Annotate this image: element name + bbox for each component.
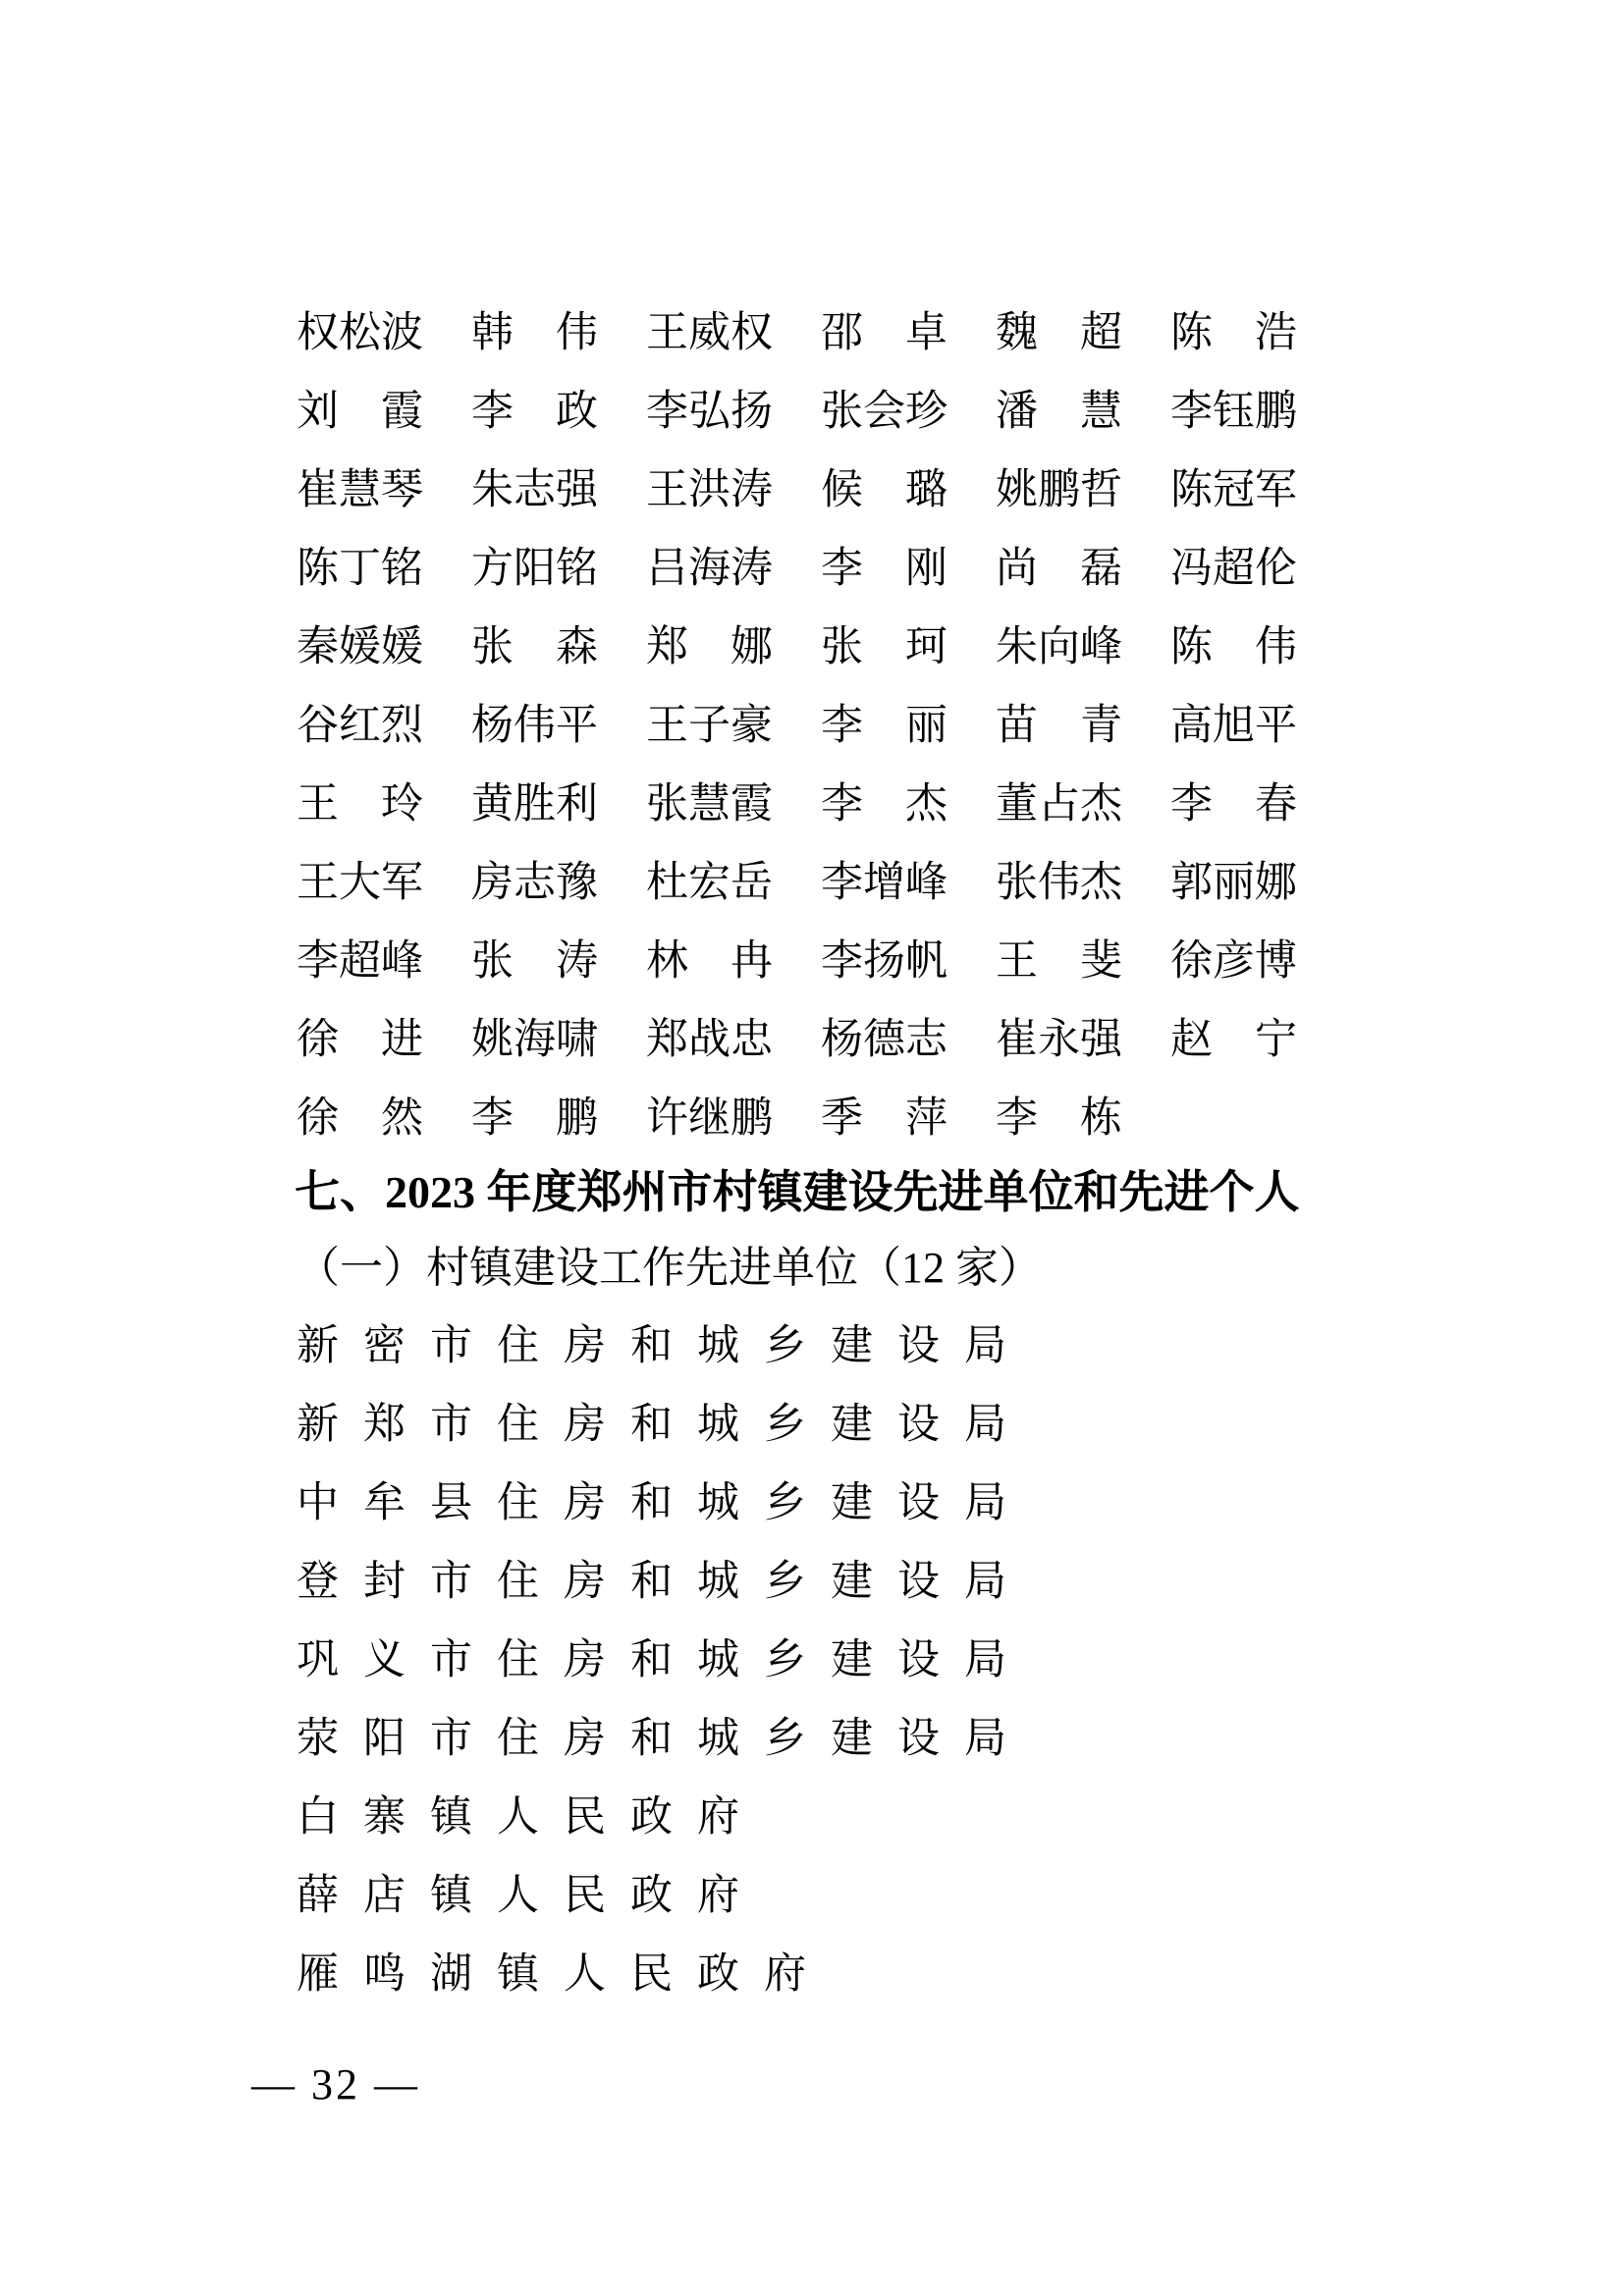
subsection-heading: （一）村镇建设工作先进单位（12 家） (297, 1244, 1042, 1292)
name: 李超峰 (297, 938, 423, 985)
unit-list (297, 1308, 1031, 2014)
name: 张伟杰 (996, 860, 1122, 906)
unit-item: 新密市住房和城乡建设局 (297, 1323, 1031, 1369)
unit-item: 巩义市住房和城乡建设局 (297, 1637, 1031, 1683)
name: 王洪涛 (646, 467, 773, 513)
name: 王大军 (297, 860, 423, 906)
name: 郑战忠 (646, 1017, 773, 1063)
name: 郑 娜 (646, 624, 773, 670)
unit-item: 中牟县住房和城乡建设局 (297, 1480, 1031, 1526)
name: 张 森 (471, 624, 598, 670)
name: 谷红烈 (297, 703, 423, 749)
name: 徐彦博 (1170, 938, 1297, 985)
name-row (297, 1001, 1300, 1080)
unit-item: 荥阳市住房和城乡建设局 (297, 1716, 1031, 1762)
name: 李 春 (1170, 781, 1297, 828)
name: 徐 进 (297, 1017, 423, 1063)
name-row (297, 687, 1300, 766)
name: 姚海啸 (471, 1017, 598, 1063)
name: 张 珂 (821, 624, 947, 670)
name: 王子豪 (646, 703, 773, 749)
name: 张会珍 (821, 389, 947, 435)
name: 李 丽 (821, 703, 947, 749)
name: 刘 霞 (297, 389, 423, 435)
name: 王 玲 (297, 781, 423, 828)
name: 张 涛 (471, 938, 598, 985)
name: 黄胜利 (471, 781, 598, 828)
name: 陈 浩 (1170, 310, 1297, 356)
name: 候 璐 (821, 467, 947, 513)
name: 陈 伟 (1170, 624, 1297, 670)
name: 崔慧琴 (297, 467, 423, 513)
name: 魏 超 (996, 310, 1122, 356)
unit-item: 白寨镇人民政府 (297, 1794, 764, 1841)
name: 王威权 (646, 310, 773, 356)
name: 姚鹏哲 (996, 467, 1122, 513)
name: 杨伟平 (471, 703, 598, 749)
name: 林 冉 (646, 938, 773, 985)
name: 杨德志 (821, 1017, 947, 1063)
page-number: — 32 — (251, 2060, 420, 2109)
name: 徐 然 (297, 1095, 423, 1142)
name: 吕海涛 (646, 546, 773, 592)
names-grid (297, 294, 1300, 1158)
name: 李 鹏 (471, 1095, 598, 1142)
name: 陈冠军 (1170, 467, 1297, 513)
name: 李增峰 (821, 860, 947, 906)
name: 郭丽娜 (1170, 860, 1297, 906)
unit-item: 登封市住房和城乡建设局 (297, 1559, 1031, 1605)
name-row (297, 844, 1300, 923)
unit-item: 雁鸣湖镇人民政府 (297, 1951, 831, 1998)
name: 方阳铭 (471, 546, 598, 592)
name: 张慧霞 (646, 781, 773, 828)
name: 冯超伦 (1170, 546, 1297, 592)
name: 许继鹏 (646, 1095, 773, 1142)
name: 邵 卓 (821, 310, 947, 356)
name: 李扬帆 (821, 938, 947, 985)
name: 朱志强 (471, 467, 598, 513)
name-row (297, 452, 1300, 530)
name: 李弘扬 (646, 389, 773, 435)
name: 尚 磊 (996, 546, 1122, 592)
name: 权松波 (297, 310, 423, 356)
name: 杜宏岳 (646, 860, 773, 906)
name: 崔永强 (996, 1017, 1122, 1063)
name-row (297, 373, 1300, 452)
name-row (297, 766, 1300, 844)
name: 赵 宁 (1170, 1017, 1297, 1063)
name: 朱向峰 (996, 624, 1122, 670)
name: 房志豫 (471, 860, 598, 906)
name: 李 栋 (996, 1095, 1122, 1142)
name: 李 刚 (821, 546, 947, 592)
name: 李钰鹏 (1170, 389, 1297, 435)
name: 高旭平 (1170, 703, 1297, 749)
name-row (297, 1080, 1300, 1158)
unit-item: 新郑市住房和城乡建设局 (297, 1402, 1031, 1448)
name: 陈丁铭 (297, 546, 423, 592)
name: 王 斐 (996, 938, 1122, 985)
name-row (297, 923, 1300, 1001)
name: 潘 慧 (996, 389, 1122, 435)
unit-item: 薛店镇人民政府 (297, 1873, 764, 1919)
name: 秦媛媛 (297, 624, 423, 670)
name-row (297, 530, 1300, 609)
name: 韩 伟 (471, 310, 598, 356)
name: 苗 青 (996, 703, 1122, 749)
name-row (297, 609, 1300, 687)
name: 李 政 (471, 389, 598, 435)
section-heading: 七、2023 年度郑州市村镇建设先进单位和先进个人 (295, 1167, 1300, 1217)
name: 季 萍 (821, 1095, 947, 1142)
name: 李 杰 (821, 781, 947, 828)
name: 董占杰 (996, 781, 1122, 828)
name-row (297, 294, 1300, 373)
